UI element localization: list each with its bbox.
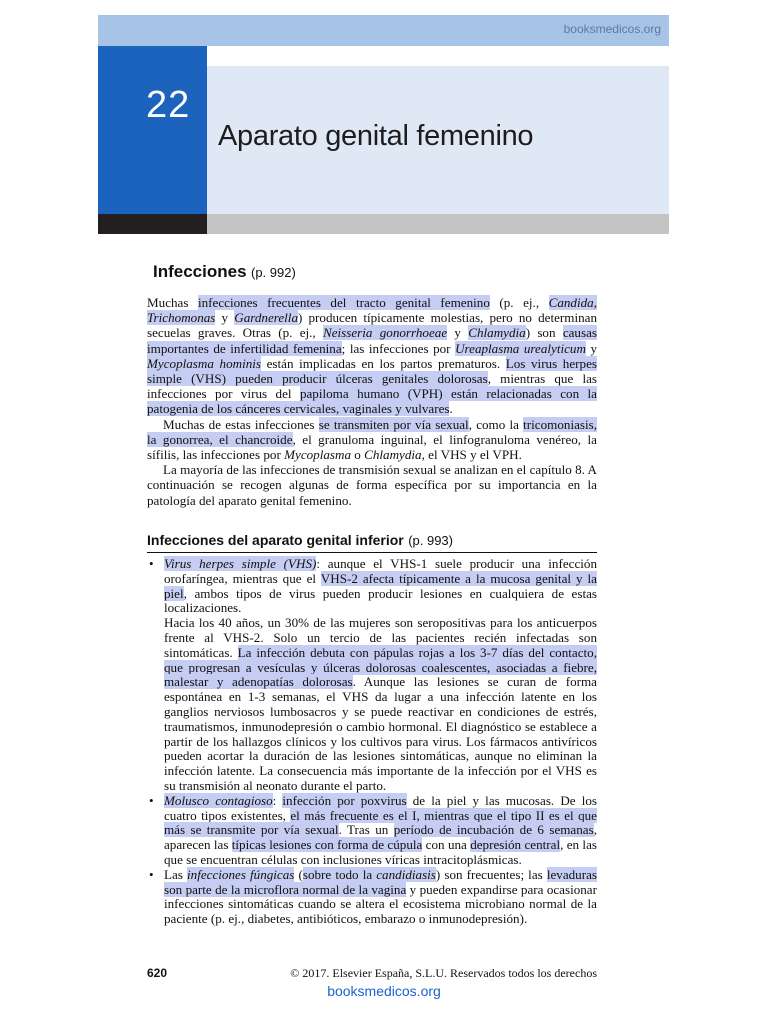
subsection-page-ref: (p. 993) xyxy=(408,533,453,548)
bullet-icon: • xyxy=(149,792,154,808)
banner-bar-dark xyxy=(98,214,207,234)
chapter-title: Aparato genital femenino xyxy=(218,120,534,152)
chapter-number-block xyxy=(98,46,207,214)
list-item-continuation: Hacia los 40 años, un 30% de las mujeres son seropositivas para los anticuerpos frente al VHS-2. Solo un tercio de las pacientes recién infectadas son sintomáticas. La infección debuta con pápulas rojas a los 3-7 días del contacto, que progresan a vesículas y úlceras dolorosas coalescentes, asociadas a fiebre, malestar y adenopatías dolorosas. Aunque las lesiones se curan de forma espontánea en 1-3 semanas, el VHS da lugar a una infección latente en los ganglios nerviosos lumbosacros y se puede reactivar en condiciones de estrés, traumatismos, inmunodepresión o cambio hormonal. El diagnóstico se establece a partir de los hallazgos clínicos y los cultivos para virus. Los fármacos antivíricos pueden acortar la duración de las lesiones sintomáticas, aunque no eliminan la infección latente. La consecuencia más importante de la infección por el VHS es su transmisión al neonato durante el parto. xyxy=(164,615,597,793)
header-site-link[interactable]: booksmedicos.org xyxy=(563,22,661,36)
list-item: • Las infecciones fúngicas (sobre todo la candidiasis) son frecuentes; las levaduras son parte de la microflora normal de la vagina y pueden expandirse para ocasionar infecciones sintomáticas cuando se altera el ecosistema microbiano normal de la paciente (p. ej., diabetes, antibióticos, embarazo o inmunodepresión). xyxy=(149,866,597,927)
copyright-notice: © 2017. Elsevier España, S.L.U. Reservados todos los derechos xyxy=(290,966,597,980)
list-item: • Molusco contagioso: infección por poxvirus de la piel y las mucosas. De los cuatro tipos existentes, el más frecuente es el I, mientras que el tipo II es el que más se transmite por vía sexual. Tras un período de incubación de 6 semanas, aparecen las típicas lesiones con forma de cúpula con una depresión central, en las que se encuentran células con inclusiones víricas intracitoplásmicas. xyxy=(149,792,597,867)
section-heading xyxy=(153,262,296,282)
paragraph: La mayoría de las infecciones de transmisión sexual se analizan en el capítulo 8. A continuación se recogen algunas de forma específica por su importancia en la patología del aparato genital femenino. xyxy=(147,462,597,508)
bullet-icon: • xyxy=(149,866,154,882)
bullet-icon: • xyxy=(149,556,154,571)
list-item: • Virus herpes simple (VHS): aunque el VHS-1 suele producir una infección orofaríngea, mientras que el VHS-2 afecta típicamente a la mucosa genital y la piel, ambos tipos de virus pueden producir lesiones en cualquiera de estas localizaciones. xyxy=(149,556,597,616)
footer-site-link[interactable]: booksmedicos.org xyxy=(327,983,441,999)
paragraph: Muchas infecciones frecuentes del tracto genital femenino (p. ej., Candida, Trichomonas y Gardnerella) producen típicamente molestias, pero no determinan secuelas graves. Otras (p. ej., Neisseria gonorrhoeae y Chlamydia) son causas importantes de infertilidad femenina; las infecciones por Ureaplasma urealyticum y Mycoplasma hominis están implicadas en los partos prematuros. Los virus herpes simple (VHS) pueden producir úlceras genitales dolorosas, mientras que las infecciones por virus del papiloma humano (VPH) están relacionadas con la patogenia de los cánceres cervicales, vaginales y vulvares. xyxy=(147,295,597,417)
subsection-title: Infecciones del aparato genital inferior xyxy=(147,532,404,548)
banner-bar-gray xyxy=(207,214,669,234)
chapter-number: 22 xyxy=(146,84,191,126)
section-page-ref: (p. 992) xyxy=(251,265,296,280)
page-number: 620 xyxy=(147,966,168,980)
section-title: Infecciones xyxy=(153,262,247,281)
bullet-list xyxy=(147,557,597,927)
subsection-heading xyxy=(147,532,597,553)
paragraph: Muchas de estas infecciones se transmiten por vía sexual, como la tricomoniasis, la gonorrea, el chancroide, el granuloma inguinal, el linfogranuloma venéreo, la sífilis, las infecciones por Mycoplasma o Chlamydia, el VHS y el VPH. xyxy=(147,416,597,463)
header-band xyxy=(98,15,669,46)
intro-text xyxy=(147,295,597,508)
